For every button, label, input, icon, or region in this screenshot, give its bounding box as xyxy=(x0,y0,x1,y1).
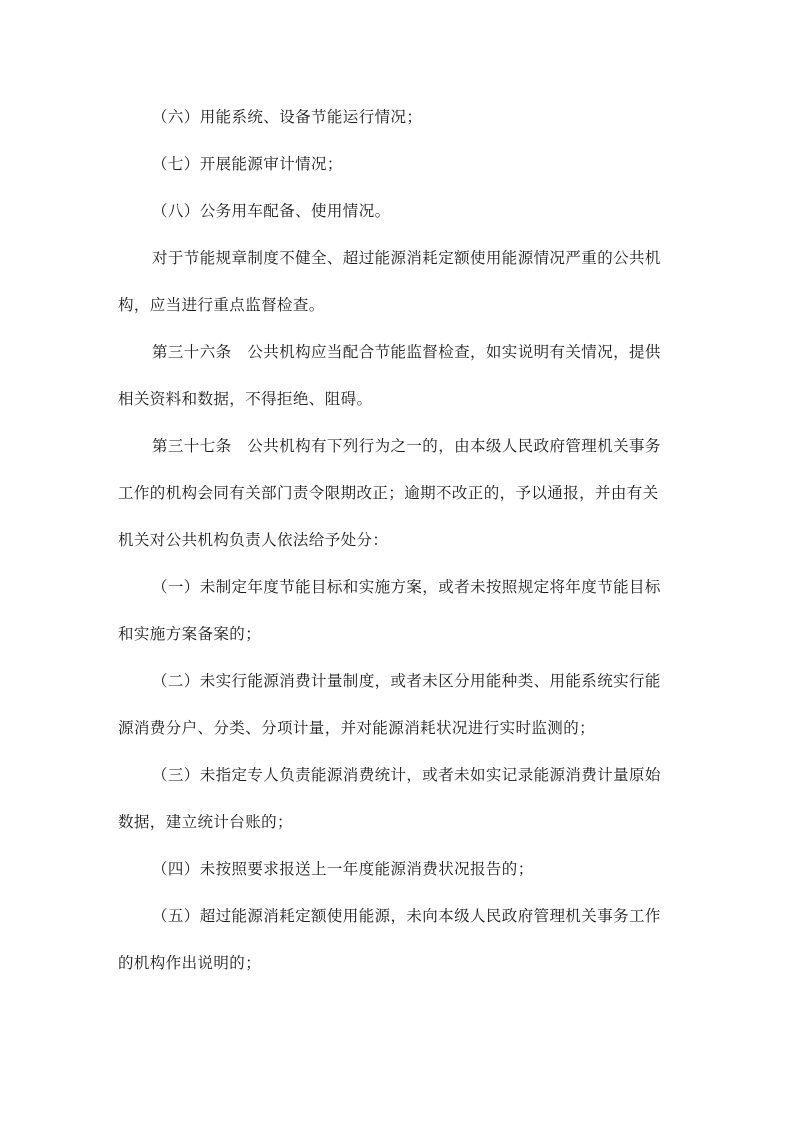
text-line: 构，应当进行重点监督检查。 xyxy=(118,296,325,314)
text-line: （七）开展能源审计情况； xyxy=(152,155,343,173)
text-line: （八）公务用车配备、使用情况。 xyxy=(152,202,391,220)
text-line: 第三十七条 公共机构有下列行为之一的，由本级人民政府管理机关事务 xyxy=(152,437,661,455)
text-line: （一）未制定年度节能目标和实施方案，或者未按照规定将年度节能目标 xyxy=(152,578,661,596)
paragraph-item-7 xyxy=(118,141,678,188)
paragraph-item-2 xyxy=(118,658,678,752)
text-line: 工作的机构会同有关部门责令限期改正；逾期不改正的，予以通报，并由有关 xyxy=(118,484,659,502)
paragraph-item-1 xyxy=(118,564,678,658)
paragraph-item-5 xyxy=(118,893,678,987)
paragraph-article-37 xyxy=(118,423,678,564)
text-line: 机关对公共机构负责人依法给予处分： xyxy=(118,531,389,549)
paragraph-item-4 xyxy=(118,846,678,893)
text-line: （五）超过能源消耗定额使用能源，未向本级人民政府管理机关事务工作 xyxy=(152,907,661,925)
paragraph-key-inspection xyxy=(118,235,678,329)
paragraph-item-3 xyxy=(118,752,678,846)
text-line: 源消费分户、分类、分项计量，并对能源消耗状况进行实时监测的； xyxy=(118,719,596,737)
paragraph-item-6 xyxy=(118,94,678,141)
text-line: 和实施方案备案的； xyxy=(118,625,262,643)
text-line: 对于节能规章制度不健全、超过能源消耗定额使用能源情况严重的公共机 xyxy=(152,249,661,267)
text-line: （二）未实行能源消费计量制度，或者未区分用能种类、用能系统实行能 xyxy=(152,672,661,690)
document-body xyxy=(118,94,678,987)
text-line: 数据，建立统计台账的； xyxy=(118,813,293,831)
text-line: 相关资料和数据，不得拒绝、阻碍。 xyxy=(118,390,373,408)
paragraph-item-8 xyxy=(118,188,678,235)
text-line: （六）用能系统、设备节能运行情况； xyxy=(152,108,423,126)
text-line: （三）未指定专人负责能源消费统计，或者未如实记录能源消费计量原始 xyxy=(152,766,661,784)
text-line: （四）未按照要求报送上一年度能源消费状况报告的； xyxy=(152,860,534,878)
text-line: 第三十六条 公共机构应当配合节能监督检查，如实说明有关情况，提供 xyxy=(152,343,661,361)
text-line: 的机构作出说明的； xyxy=(118,954,262,972)
paragraph-article-36 xyxy=(118,329,678,423)
